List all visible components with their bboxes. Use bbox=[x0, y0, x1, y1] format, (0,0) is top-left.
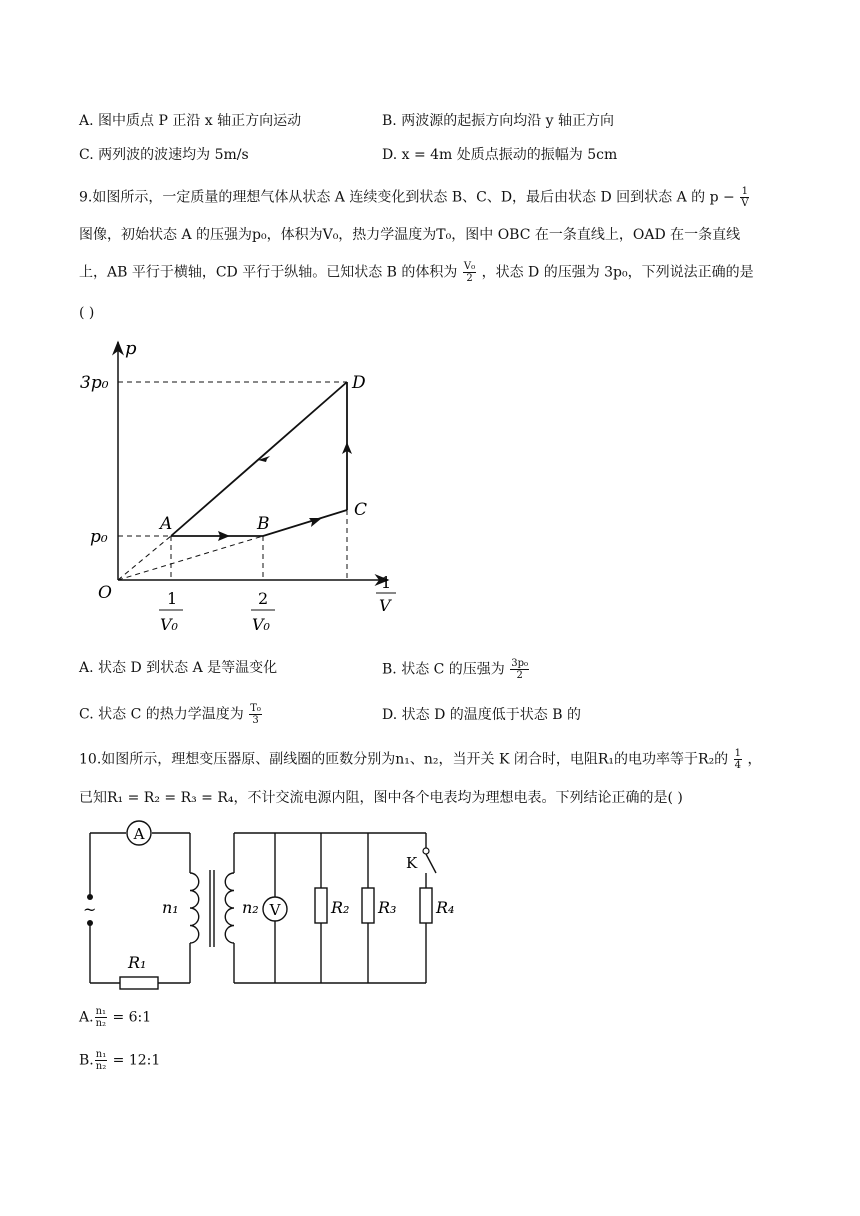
q9-pv-graph bbox=[70, 330, 410, 645]
q9-option-b-fraction bbox=[510, 658, 529, 681]
r1-label: R₁ bbox=[128, 953, 147, 972]
ac-source-label: ~ bbox=[83, 900, 97, 919]
resistor-r1 bbox=[120, 977, 158, 989]
q9-option-c[interactable] bbox=[79, 703, 263, 726]
q10-circuit-diagram bbox=[80, 815, 460, 995]
voltmeter-label: V bbox=[269, 901, 281, 919]
dashed-line-ob bbox=[118, 536, 263, 580]
arrow-b-to-c bbox=[309, 518, 322, 527]
n2-label: n₂ bbox=[242, 898, 259, 917]
fraction-denominator: n₂ bbox=[95, 1018, 107, 1029]
q9-option-c-text: C. 状态 C 的热力学温度为 bbox=[79, 706, 244, 723]
x-tick-2-den: V₀ bbox=[252, 615, 270, 634]
dashed-line-oa bbox=[118, 536, 171, 580]
q10-fraction-1-over-4 bbox=[734, 748, 742, 771]
q9-option-b[interactable] bbox=[382, 658, 530, 681]
q8-option-b[interactable]: B. 两波源的起振方向均沿 y 轴正方向 bbox=[382, 113, 614, 129]
resistor-r2 bbox=[315, 888, 327, 923]
fraction-numerator: V₀ bbox=[463, 261, 476, 272]
q9-stem-line-1 bbox=[79, 186, 750, 209]
point-a-label: A bbox=[160, 514, 173, 534]
q9-option-c-fraction bbox=[249, 703, 262, 726]
fraction-numerator: 1 bbox=[741, 186, 749, 197]
q9-stem-line-3 bbox=[79, 261, 754, 284]
y-axis-label: p bbox=[125, 338, 137, 359]
process-d-to-a bbox=[171, 382, 347, 536]
ammeter-label: A bbox=[133, 825, 145, 843]
q10-option-b[interactable] bbox=[79, 1049, 160, 1072]
q9-fraction-1-over-v bbox=[740, 186, 749, 209]
r4-label: R₄ bbox=[436, 898, 455, 917]
point-d-label: D bbox=[352, 373, 366, 393]
process-b-to-c bbox=[263, 510, 347, 536]
secondary-coil bbox=[225, 873, 234, 943]
switch-k[interactable] bbox=[426, 854, 436, 873]
switch-contact bbox=[423, 848, 429, 854]
n1-label: n₁ bbox=[162, 898, 179, 917]
tick-label-3p0: 3p₀ bbox=[80, 373, 109, 393]
x-tick-1-den: V₀ bbox=[160, 615, 178, 634]
q9-answer-bracket: ( ) bbox=[79, 305, 95, 321]
x-axis-label-num: 1 bbox=[381, 573, 392, 592]
q10-option-a[interactable] bbox=[79, 1006, 151, 1029]
origin-label: O bbox=[98, 583, 112, 603]
fraction-numerator: n₁ bbox=[95, 1006, 107, 1017]
fraction-denominator: 3 bbox=[252, 715, 259, 726]
q8-option-a[interactable]: A. 图中质点 P 正沿 x 轴正方向运动 bbox=[79, 113, 302, 129]
q10-stem-text: 10.如图所示，理想变压器原、副线圈的匝数分别为n₁、n₂，当开关 K 闭合时，电阻R₁的电功率等于R₂的 bbox=[79, 751, 729, 768]
q9-stem-text: ，状态 D 的压强为 3p₀，下列说法正确的是 bbox=[481, 264, 754, 281]
q10-stem-text: ， bbox=[747, 751, 762, 768]
q10-option-a-fraction bbox=[95, 1006, 107, 1029]
q8-option-c[interactable]: C. 两列波的波速均为 5m/s bbox=[79, 147, 249, 163]
fraction-denominator: 2 bbox=[466, 273, 473, 284]
point-b-label: B bbox=[257, 514, 270, 534]
fraction-denominator: n₂ bbox=[95, 1061, 107, 1072]
q10-option-b-prefix: B. bbox=[79, 1052, 94, 1069]
q10-option-a-value: = 6:1 bbox=[112, 1009, 152, 1026]
point-c-label: C bbox=[354, 500, 368, 520]
x-axis-label-den: V bbox=[379, 596, 391, 615]
q9-fraction-v0-over-2 bbox=[463, 261, 476, 284]
fraction-denominator: 4 bbox=[734, 760, 742, 771]
resistor-r4 bbox=[420, 888, 432, 923]
fraction-denominator: V bbox=[741, 198, 749, 209]
x-tick-2-num: 2 bbox=[258, 589, 269, 608]
q10-option-a-prefix: A. bbox=[79, 1009, 94, 1026]
q10-stem-line-1 bbox=[79, 748, 761, 771]
r3-label: R₃ bbox=[378, 898, 397, 917]
source-terminal bbox=[87, 920, 93, 926]
q10-option-b-value: = 12:1 bbox=[112, 1052, 161, 1069]
q9-stem-text: 上，AB 平行于横轴，CD 平行于纵轴。已知状态 B 的体积为 bbox=[79, 264, 458, 281]
switch-k-label: K bbox=[406, 854, 418, 872]
fraction-numerator: n₁ bbox=[95, 1049, 107, 1060]
q9-option-d[interactable]: D. 状态 D 的温度低于状态 B 的 bbox=[382, 707, 581, 723]
q9-stem-text: 9.如图所示，一定质量的理想气体从状态 A 连续变化到状态 B、C、D，最后由状态 D 回到状态 A 的 p − bbox=[79, 189, 735, 206]
x-tick-1-num: 1 bbox=[167, 589, 178, 608]
q9-stem-line-2: 图像，初始状态 A 的压强为p₀，体积为V₀，热力学温度为T₀，图中 OBC 在一条直线上，OAD 在一条直线 bbox=[79, 227, 741, 243]
fraction-numerator: 3p₀ bbox=[511, 658, 529, 669]
fraction-denominator: 2 bbox=[516, 670, 523, 681]
fraction-numerator: 1 bbox=[734, 748, 742, 759]
fraction-numerator: T₀ bbox=[250, 703, 261, 714]
q9-option-b-text: B. 状态 C 的压强为 bbox=[382, 661, 505, 678]
tick-label-p0: p₀ bbox=[90, 527, 108, 547]
primary-coil bbox=[190, 873, 199, 943]
q10-option-b-fraction bbox=[95, 1049, 107, 1072]
q9-option-a[interactable]: A. 状态 D 到状态 A 是等温变化 bbox=[79, 660, 278, 676]
r2-label: R₂ bbox=[331, 898, 350, 917]
q8-option-d[interactable]: D. x = 4m 处质点振动的振幅为 5cm bbox=[382, 147, 618, 163]
q10-stem-line-2: 已知R₁ = R₂ = R₃ = R₄，不计交流电源内阻，图中各个电表均为理想电表。下列结论正确的是( ) bbox=[79, 790, 683, 806]
resistor-r3 bbox=[362, 888, 374, 923]
